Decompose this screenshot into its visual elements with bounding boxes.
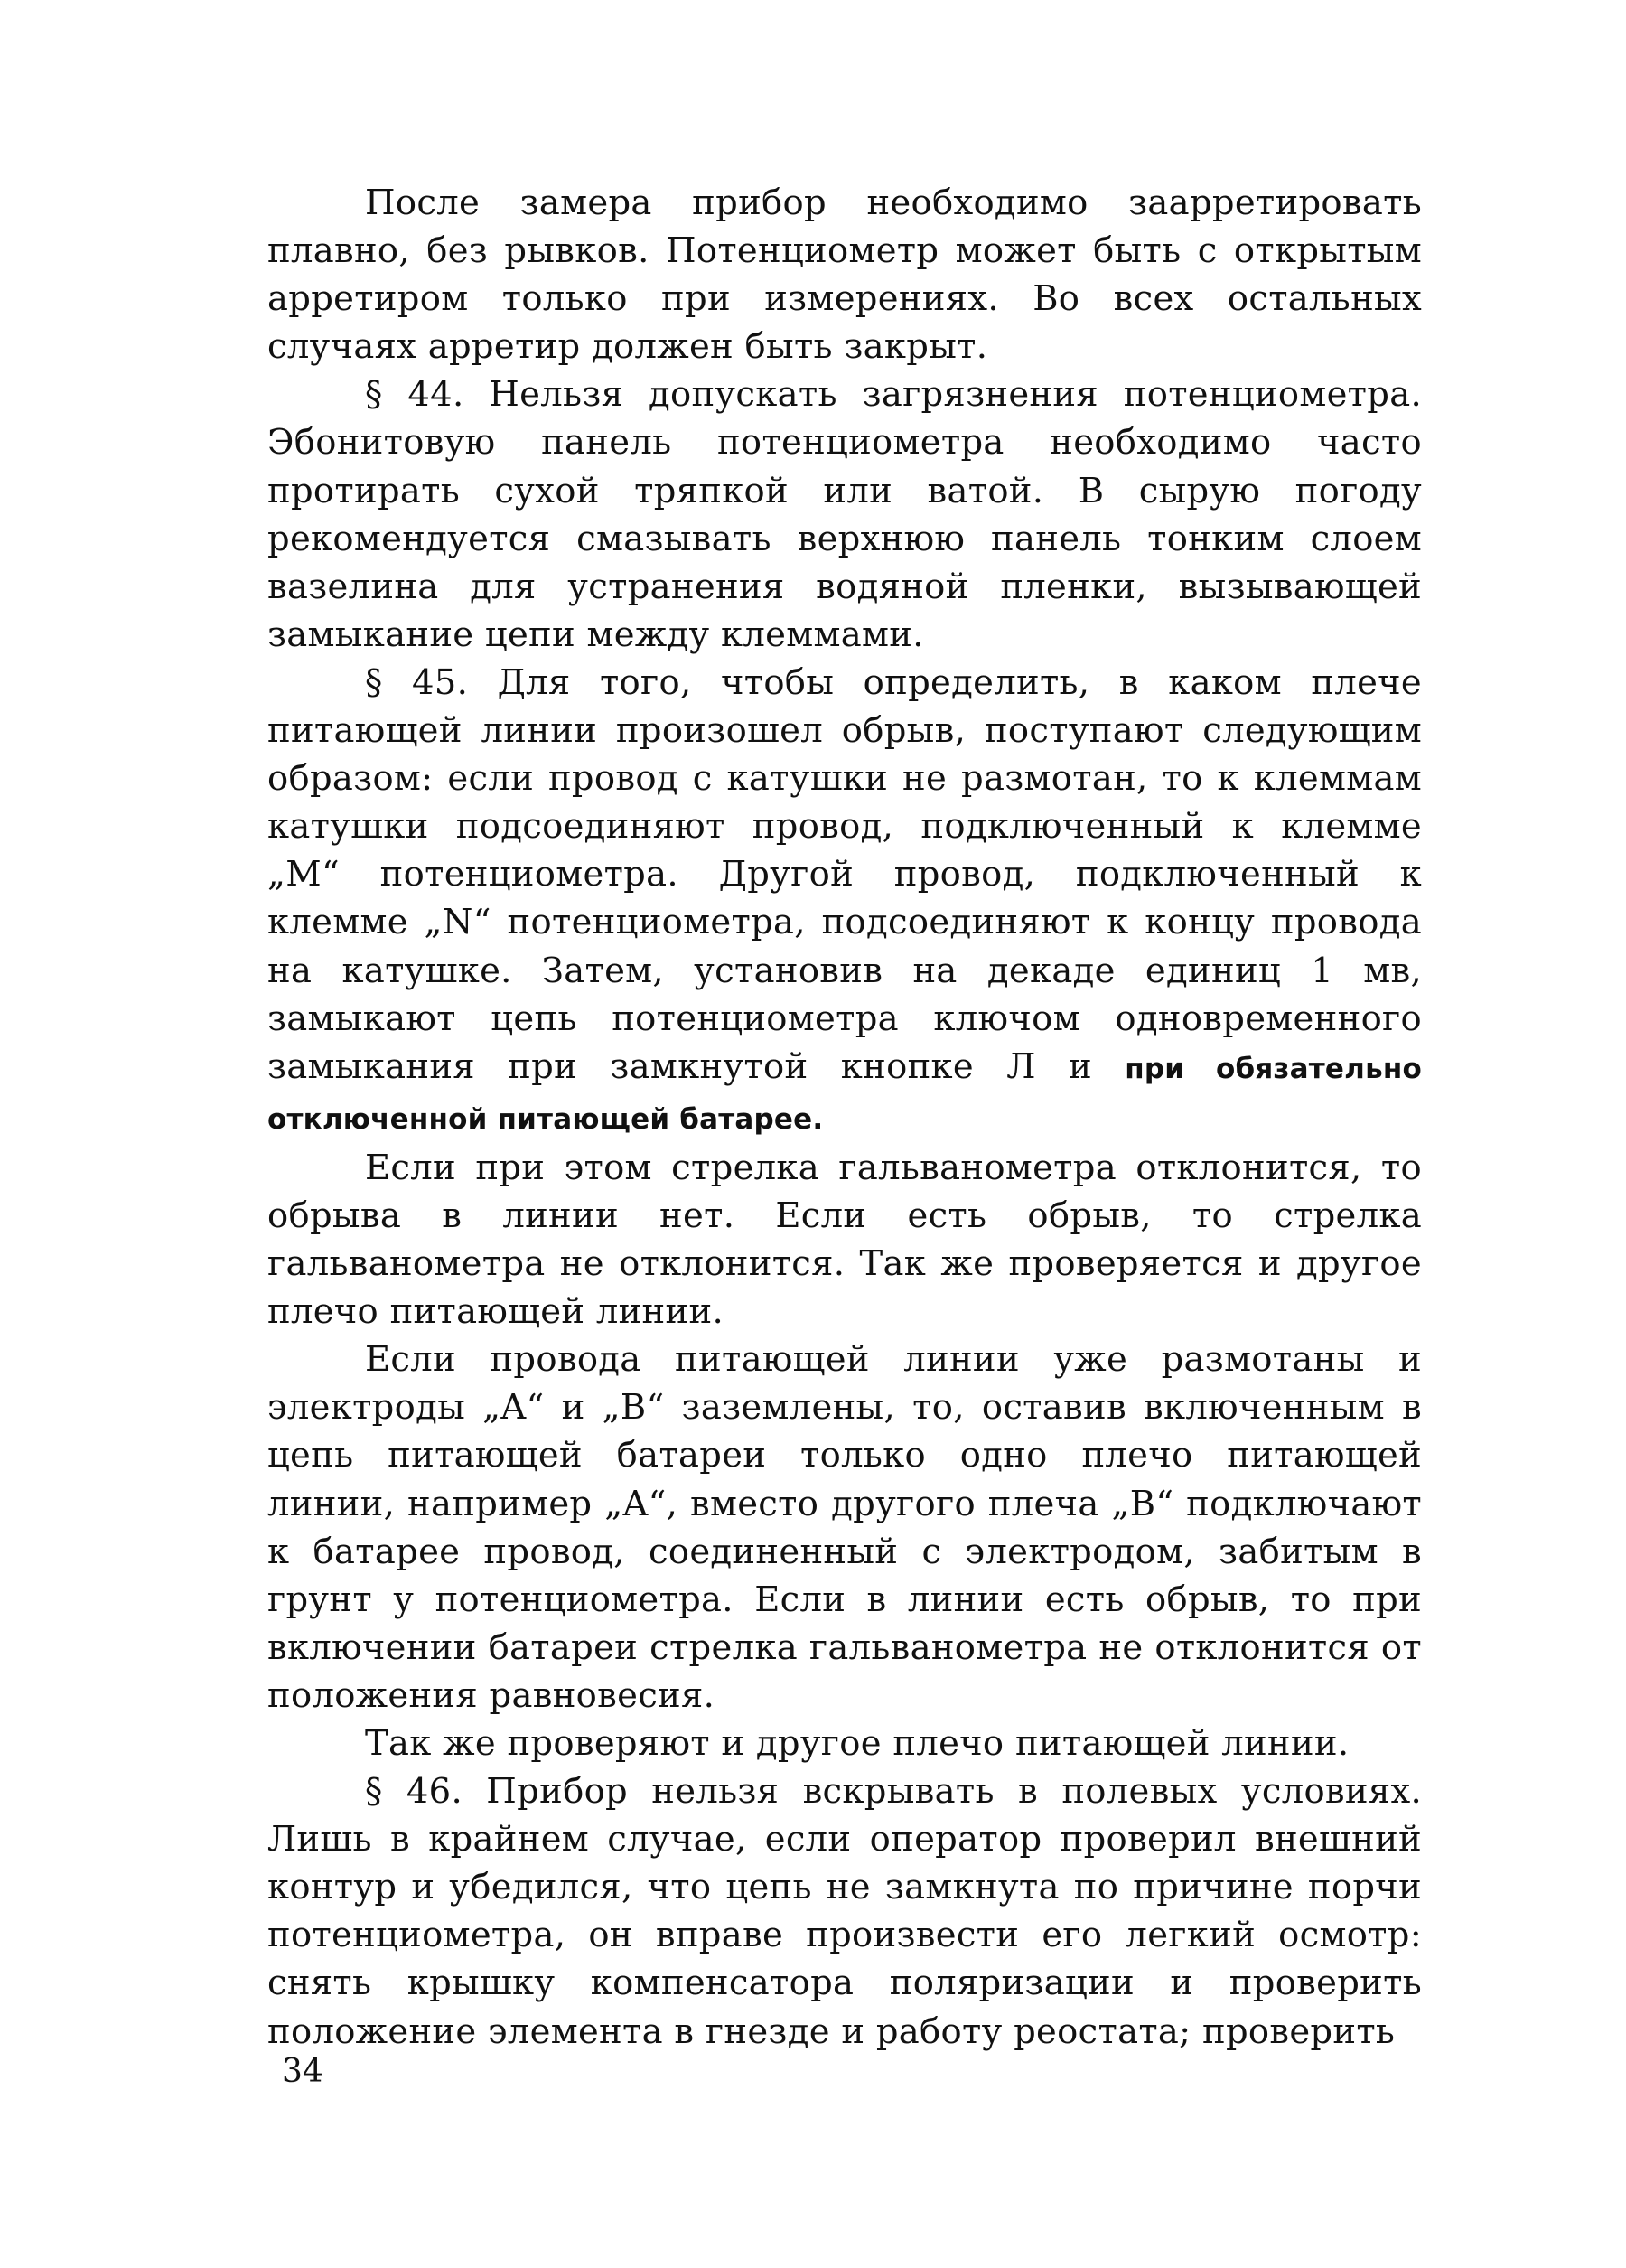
- paragraph-galvanometer-check: Если при этом стрелка гальванометра отклонится, то обрыва в линии нет. Если есть обрыв, то стрелка гальванометра не отклонится. Так же проверяется и другое плечо питающей линии.: [267, 1147, 1422, 1333]
- paragraph-section-44: § 44. Нельзя допускать загрязнения потенциометра. Эбонитовую панель потенциометра необходимо часто протирать сухой тряпкой или ватой. В сырую погоду рекомендуется смазывать верхнюю панель тонким слоем вазелина для устранения водяной пленки, вызывающей замыкание цепи между клеммами.: [267, 374, 1422, 655]
- page-number: 34: [282, 2053, 323, 2090]
- paragraph-arretir: После замера прибор необходимо заарретировать плавно, без рывков. Потенциометр может быть с открытым арретиром только при измерениях. Во всех остальных случаях арретир должен быть закрыт.: [267, 183, 1422, 368]
- paragraph-unwound-wires: Если провода питающей линии уже размотаны и электроды „A“ и „B“ заземлены, то, оставив включенным в цепь питающей батареи только одно плечо питающей линии, например „A“, вместо другого плеча „B“ подключают к батарее провод, соединенный с электродом, забитым в грунт у потенциометра. Если в линии есть обрыв, то при включении батареи стрелка гальванометра не отклонится от положения равновесия.: [267, 1339, 1422, 1716]
- paragraph-section-45: [267, 659, 1422, 1144]
- page-body: [267, 179, 1422, 2056]
- section-45-text: § 45. Для того, чтобы определить, в каком плече питающей линии произошел обрыв, поступают следующим образом: если провод с катушки не размотан, то к клеммам катушки подсоединяют провод, подключенный к клемме „M“ потенциометра. Другой провод, подключенный к клемме „N“ потенциометра, подсоединяют к концу провода на катушке. Затем, установив на декаде единиц 1 мв, замыкают цепь потенциометра ключом одновременного замыкания при замкнутой кнопке Л и: [267, 661, 1422, 1087]
- paragraph-section-46: § 46. Прибор нельзя вскрывать в полевых условиях. Лишь в крайнем случае, если оператор проверил внешний контур и убедился, что цепь не замкнута по причине порчи потенциометра, он вправе произвести его легкий осмотр: снять крышку компенсатора поляризации и проверить положение элемента в гнезде и работу реостата; проверить: [267, 1771, 1422, 2052]
- section-45-bold-text: при обязательно отключенной питающей батарее.: [267, 1052, 1422, 1136]
- paragraph-other-arm: Так же проверяют и другое плечо питающей линии.: [365, 1723, 1350, 1764]
